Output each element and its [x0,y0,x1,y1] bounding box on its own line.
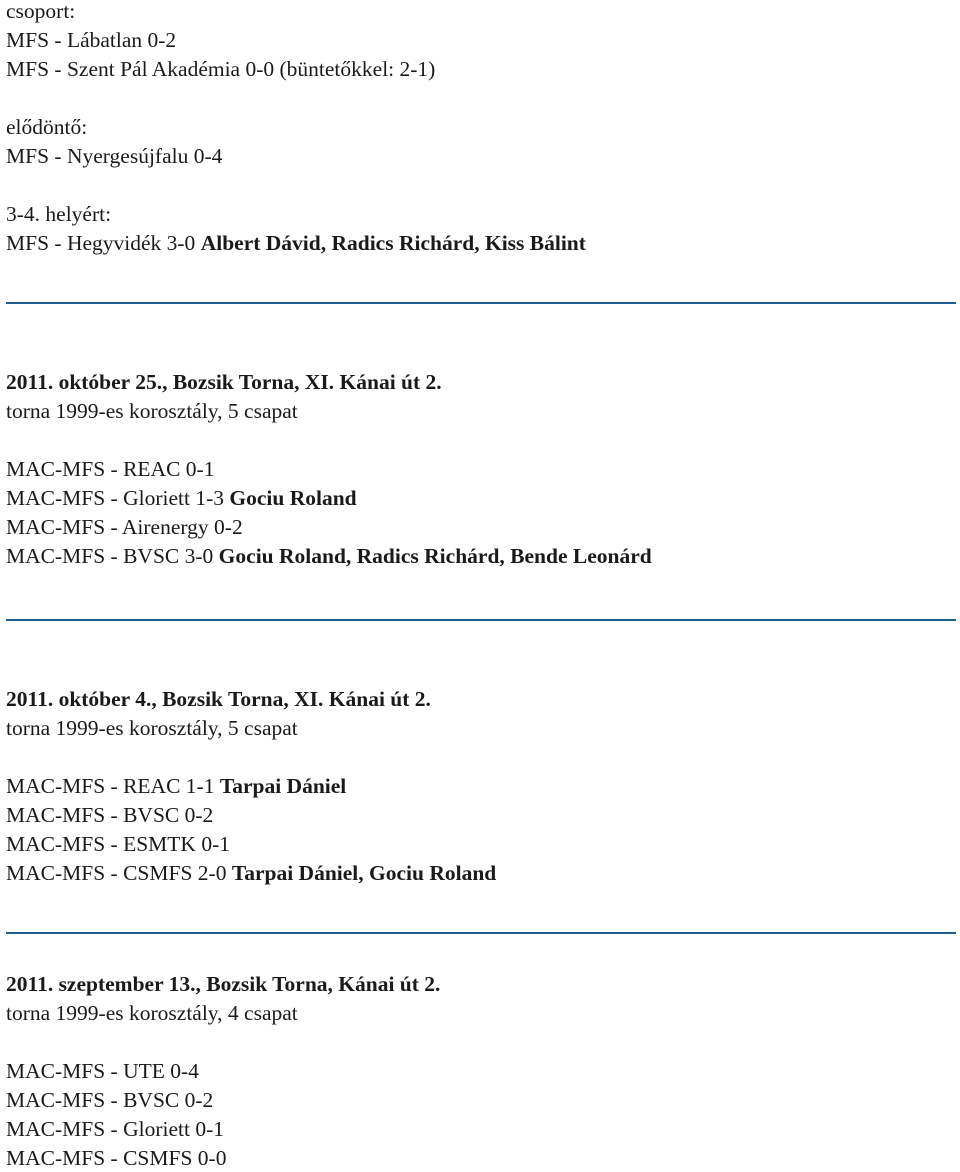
match-line [6,229,586,257]
match-line: MFS - Lábatlan 0-2 [6,28,177,52]
event-heading: 2011. október 25., Bozsik Torna, XI. Kánai út 2. [6,370,442,394]
match-line: MAC-MFS - BVSC 0-2 [6,1088,214,1112]
match-line: MAC-MFS - BVSC 3-0 Gociu Roland, Radics Richárd, Bende Leonárd [6,544,652,568]
group-stage-title: csoport: [6,0,76,23]
match-line: MFS - Nyergesújfalu 0-4 [6,144,223,168]
match-line: MAC-MFS - CSMFS 0-0 [6,1146,227,1170]
match-line: MAC-MFS - ESMTK 0-1 [6,832,230,856]
match-line: MAC-MFS - UTE 0-4 [6,1059,199,1083]
match-line: MAC-MFS - Airenergy 0-2 [6,515,243,539]
scorers: Gociu Roland [229,486,357,510]
event-subtitle: torna 1999-es korosztály, 4 csapat [6,1001,298,1025]
match-line: MAC-MFS - REAC 0-1 [6,457,215,481]
event-subtitle: torna 1999-es korosztály, 5 csapat [6,716,298,740]
match-text: MFS - Hegyvidék 3-0 [6,231,201,255]
scorers: Tarpai Dániel [219,774,347,798]
third-place-title: 3-4. helyért: [6,202,112,226]
event-subtitle: torna 1999-es korosztály, 5 csapat [6,399,298,423]
match-line: MAC-MFS - CSMFS 2-0 Tarpai Dániel, Gociu Roland [6,861,497,885]
match-line: MAC-MFS - BVSC 0-2 [6,803,214,827]
event-heading: 2011. szeptember 13., Bozsik Torna, Kánai út 2. [6,972,441,996]
match-line: MAC-MFS - Gloriett 1-3 Gociu Roland [6,486,357,510]
match-line: MFS - Szent Pál Akadémia 0-0 (büntetőkkel: 2-1) [6,57,436,81]
match-line: MAC-MFS - REAC 1-1 Tarpai Dániel [6,774,347,798]
scorers: Tarpai Dániel, Gociu Roland [231,861,497,885]
section-divider [6,302,956,304]
section-divider [6,619,956,621]
scorers: Albert Dávid, Radics Richárd, Kiss Bálint [200,231,586,255]
event-heading: 2011. október 4., Bozsik Torna, XI. Kánai út 2. [6,687,431,711]
section-divider [6,932,956,934]
semifinal-title: elődöntő: [6,115,88,139]
scorers: Gociu Roland, Radics Richárd, Bende Leonárd [218,544,652,568]
match-line: MAC-MFS - Gloriett 0-1 [6,1117,224,1141]
